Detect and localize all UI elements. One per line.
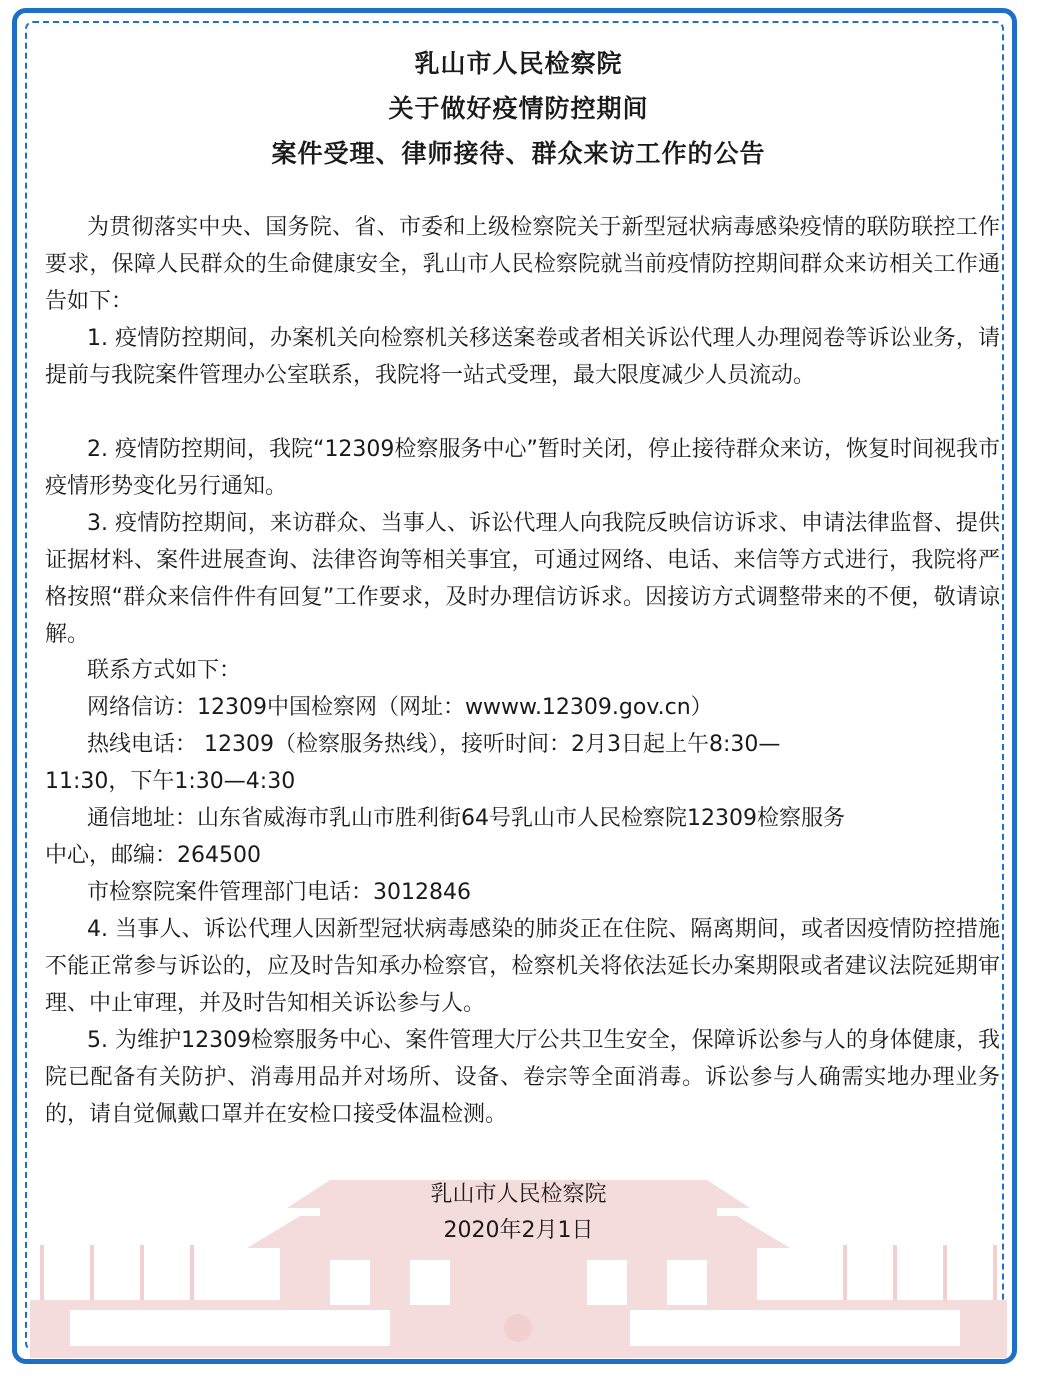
signature-date: 2020年2月1日 [443,1218,594,1243]
item-5-paragraph: 5. 为维护12309检察服务中心、案件管理大厅公共卫生安全，保障诉讼参与人的身体健康，我院已配备有关防护、消毒用品并对场所、设备、卷宗等全面消毒。诉讼参与人确需实地办理业务的，请自觉佩戴口罩并在安检口接受体温检测。 [45,1028,1000,1127]
contact-address-line-1: 通信地址：山东省威海市乳山市胜利街64号乳山市人民检察院12309检察服务 [87,806,845,831]
contact-web: 网络信访：12309中国检察网（网址：wwww.12309.gov.cn） [87,695,713,720]
signature-organization: 乳山市人民检察院 [430,1182,607,1207]
item-3-paragraph: 3. 疫情防控期间，来访群众、当事人、诉讼代理人向我院反映信访诉求、申请法律监督、提供证据材料、案件进展查询、法律咨询等相关事宜，可通过网络、电话、来信等方式进行，我院将严格按照“群众来信件件有回复”工作要求，及时办理信访诉求。因接访方式调整带来的不便，敬请谅解。 [45,511,1000,647]
contact-address-line-2: 中心，邮编：264500 [45,843,261,868]
item-2-paragraph: 2. 疫情防控期间，我院“12309检察服务中心”暂时关闭，停止接待群众来访，恢复时间视我市疫情形势变化另行通知。 [45,437,1000,499]
title-line-3: 案件受理、律师接待、群众来访工作的公告 [271,139,766,168]
title-line-2: 关于做好疫情防控期间 [388,94,649,123]
contact-phone: 市检察院案件管理部门电话：3012846 [87,880,471,905]
title-line-1: 乳山市人民检察院 [414,49,623,78]
contact-hotline-line-2: 11:30，下午1:30—4:30 [45,769,296,794]
contact-heading: 联系方式如下： [87,658,242,683]
intro-paragraph: 为贯彻落实中央、国务院、省、市委和上级检察院关于新型冠状病毒感染疫情的联防联控工作要求，保障人民群众的生命健康安全，乳山市人民检察院就当前疫情防控期间群众来访相关工作通告如下： [45,215,1000,314]
item-4-paragraph: 4. 当事人、诉讼代理人因新型冠状病毒感染的肺炎正在住院、隔离期间，或者因疫情防控措施不能正常参与诉讼的，应及时告知承办检察官，检察机关将依法延长办案期限或者建议法院延期审理、中止审理，并及时告知相关诉讼参与人。 [45,917,1000,1016]
contact-hotline-line-1: 热线电话： 12309（检察服务热线），接听时间：2月3日起上午8:30— [87,732,781,757]
item-1-paragraph: 1. 疫情防控期间，办案机关向检察机关移送案卷或者相关诉讼代理人办理阅卷等诉讼业务，请提前与我院案件管理办公室联系，我院将一站式受理，最大限度减少人员流动。 [45,326,1000,388]
